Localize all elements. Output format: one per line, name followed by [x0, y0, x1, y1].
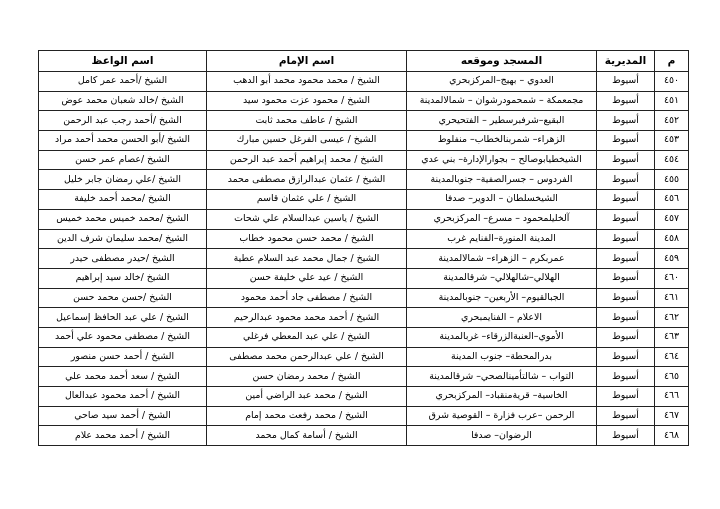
- table-row: [39, 387, 689, 407]
- row-imam-name: الشيخ / محمد إبراهيم أحمد عبد الرحمن: [207, 150, 407, 170]
- table-row: [39, 190, 689, 210]
- row-mosque-location: الرضوان– صدفا: [407, 426, 597, 446]
- table-row: [39, 308, 689, 328]
- table-row: [39, 367, 689, 387]
- row-preacher-name: الشيخ /حيدر مصطفى حيدر: [39, 249, 207, 269]
- table-row: [39, 91, 689, 111]
- row-number: ٤٥٧: [655, 209, 689, 229]
- row-mosque-location: الهلالي–شالهلالي– شرقالمدينة: [407, 268, 597, 288]
- row-number: ٤٦٧: [655, 406, 689, 426]
- row-directorate: أسيوط: [597, 229, 655, 249]
- row-mosque-location: عمربكرم – الزهراء– شمالالمدينة: [407, 249, 597, 269]
- row-imam-name: الشيخ / علي عبد المعطي فرغلي: [207, 327, 407, 347]
- row-directorate: أسيوط: [597, 72, 655, 92]
- header-number: م: [655, 51, 689, 72]
- table-row: [39, 288, 689, 308]
- row-directorate: أسيوط: [597, 308, 655, 328]
- header-imam-name: اسم الإمام: [207, 51, 407, 72]
- table-row: [39, 426, 689, 446]
- row-number: ٤٦٤: [655, 347, 689, 367]
- row-number: ٤٥٢: [655, 111, 689, 131]
- table-row: [39, 72, 689, 92]
- table-header-row: [39, 51, 689, 72]
- row-mosque-location: التواب – شالتأمينالصحي– شرقالمدينة: [407, 367, 597, 387]
- row-preacher-name: الشيخ /أبو الحسن محمد أحمد مراد: [39, 131, 207, 151]
- header-directorate: المديرية: [597, 51, 655, 72]
- row-preacher-name: الشيخ / أحمد محمد علام: [39, 426, 207, 446]
- table-row: [39, 131, 689, 151]
- row-directorate: أسيوط: [597, 209, 655, 229]
- row-directorate: أسيوط: [597, 111, 655, 131]
- table-row: [39, 150, 689, 170]
- row-directorate: أسيوط: [597, 131, 655, 151]
- row-mosque-location: الخاسية– قريةمنقباد– المركزبحري: [407, 387, 597, 407]
- row-imam-name: الشيخ / محمد عبد الراضي أمين: [207, 387, 407, 407]
- row-directorate: أسيوط: [597, 426, 655, 446]
- row-imam-name: الشيخ / جمال محمد عبد السلام عطية: [207, 249, 407, 269]
- table-row: [39, 209, 689, 229]
- row-mosque-location: العدوي – بهيج–المركزبحري: [407, 72, 597, 92]
- row-mosque-location: الأموي–العنبةالزرقاء– غربالمدينة: [407, 327, 597, 347]
- row-number: ٤٥٨: [655, 229, 689, 249]
- row-imam-name: الشيخ / عثمان عبدالرازق مصطفى محمد: [207, 170, 407, 190]
- row-mosque-location: الجبالقيوم– الأربعين– جنوبالمدينة: [407, 288, 597, 308]
- row-mosque-location: الشيخسلطان – الدوير– صدفا: [407, 190, 597, 210]
- row-imam-name: الشيخ / علي عثمان قاسم: [207, 190, 407, 210]
- row-imam-name: الشيخ / علي عبدالرحمن محمد مصطفى: [207, 347, 407, 367]
- row-number: ٤٦٨: [655, 426, 689, 446]
- table-row: [39, 170, 689, 190]
- row-imam-name: الشيخ / مصطفى جاد أحمد محمود: [207, 288, 407, 308]
- table-row: [39, 229, 689, 249]
- row-directorate: أسيوط: [597, 288, 655, 308]
- row-number: ٤٦١: [655, 288, 689, 308]
- table-row: [39, 249, 689, 269]
- row-preacher-name: الشيخ / علي عبد الحافظ إسماعيل: [39, 308, 207, 328]
- mosque-assignments-table: [38, 50, 689, 446]
- row-number: ٤٥٣: [655, 131, 689, 151]
- table-row: [39, 111, 689, 131]
- row-directorate: أسيوط: [597, 347, 655, 367]
- row-imam-name: الشيخ / أحمد محمد محمود عبدالرحيم: [207, 308, 407, 328]
- row-number: ٤٦٣: [655, 327, 689, 347]
- row-directorate: أسيوط: [597, 406, 655, 426]
- row-preacher-name: الشيخ /محمد خميس محمد خميس: [39, 209, 207, 229]
- row-number: ٤٦٢: [655, 308, 689, 328]
- row-number: ٤٥٤: [655, 150, 689, 170]
- table-body: [39, 72, 689, 446]
- row-preacher-name: الشيخ / أحمد سيد صاحي: [39, 406, 207, 426]
- header-mosque-location: المسجد وموقعه: [407, 51, 597, 72]
- row-directorate: أسيوط: [597, 170, 655, 190]
- row-directorate: أسيوط: [597, 150, 655, 170]
- row-mosque-location: الزهراء– شمربنالخطاب– منفلوط: [407, 131, 597, 151]
- row-mosque-location: بدرالمحطة– جنوب المدينة: [407, 347, 597, 367]
- row-preacher-name: الشيخ /خالد سيد إبراهيم: [39, 268, 207, 288]
- row-mosque-location: الشيخطيابوصالح – بجوارالإدارة– بني عدي: [407, 150, 597, 170]
- row-imam-name: الشيخ / عيسى الفرغل حسين مبارك: [207, 131, 407, 151]
- row-imam-name: الشيخ / عيد علي خليفة حسن: [207, 268, 407, 288]
- row-preacher-name: الشيخ /أحمد عمر كامل: [39, 72, 207, 92]
- row-number: ٤٦٥: [655, 367, 689, 387]
- row-preacher-name: الشيخ /حسن محمد حسن: [39, 288, 207, 308]
- row-mosque-location: المدينة المنورة–الفنايم غرب: [407, 229, 597, 249]
- row-number: ٤٦٦: [655, 387, 689, 407]
- row-imam-name: الشيخ / محمد حسن محمود خطاب: [207, 229, 407, 249]
- row-number: ٤٦٠: [655, 268, 689, 288]
- row-imam-name: الشيخ / عاطف محمد ثابت: [207, 111, 407, 131]
- table-row: [39, 347, 689, 367]
- row-preacher-name: الشيخ / أحمد محمود عبدالعال: [39, 387, 207, 407]
- row-mosque-location: الفردوس – جسرالصفية– جنوبالمدينة: [407, 170, 597, 190]
- row-imam-name: الشيخ / ياسين عبدالسلام علي شحات: [207, 209, 407, 229]
- row-imam-name: الشيخ / محمد رفعت محمد إمام: [207, 406, 407, 426]
- row-preacher-name: الشيخ /محمد أحمد خليفة: [39, 190, 207, 210]
- row-number: ٤٥١: [655, 91, 689, 111]
- row-number: ٤٥٥: [655, 170, 689, 190]
- row-preacher-name: الشيخ /عصام عمر حسن: [39, 150, 207, 170]
- row-mosque-location: الرحمن –عرب فزارة – القوصية شرق: [407, 406, 597, 426]
- row-imam-name: الشيخ / أسامة كمال محمد: [207, 426, 407, 446]
- row-number: ٤٥٩: [655, 249, 689, 269]
- row-number: ٤٥٦: [655, 190, 689, 210]
- row-directorate: أسيوط: [597, 249, 655, 269]
- row-imam-name: الشيخ / محمد محمود محمد أبو الدهب: [207, 72, 407, 92]
- row-directorate: أسيوط: [597, 387, 655, 407]
- row-imam-name: الشيخ / محمد رمضان حسن: [207, 367, 407, 387]
- row-preacher-name: الشيخ /أحمد رجب عبد الرحمن: [39, 111, 207, 131]
- row-directorate: أسيوط: [597, 367, 655, 387]
- table-row: [39, 327, 689, 347]
- row-preacher-name: الشيخ /علي رمضان جابر خليل: [39, 170, 207, 190]
- row-directorate: أسيوط: [597, 327, 655, 347]
- row-mosque-location: البقيع–شرفبرسطير – الفتحيحري: [407, 111, 597, 131]
- row-mosque-location: آلخليلمحمود – مسرع– المركزبحري: [407, 209, 597, 229]
- row-directorate: أسيوط: [597, 91, 655, 111]
- row-number: ٤٥٠: [655, 72, 689, 92]
- header-preacher-name: اسم الواعظ: [39, 51, 207, 72]
- row-directorate: أسيوط: [597, 268, 655, 288]
- row-imam-name: الشيخ / محمود عزت محمود سيد: [207, 91, 407, 111]
- row-preacher-name: الشيخ / سعد أحمد محمد علي: [39, 367, 207, 387]
- row-preacher-name: الشيخ /خالد شعبان محمد عوض: [39, 91, 207, 111]
- row-mosque-location: الاعلام – الفنايمبحري: [407, 308, 597, 328]
- row-preacher-name: الشيخ / أحمد حسن منصور: [39, 347, 207, 367]
- row-directorate: أسيوط: [597, 190, 655, 210]
- row-preacher-name: الشيخ / مصطفى محمود علي أحمد: [39, 327, 207, 347]
- row-preacher-name: الشيخ /محمد سليمان شرف الدين: [39, 229, 207, 249]
- table-row: [39, 268, 689, 288]
- table-row: [39, 406, 689, 426]
- row-mosque-location: مجمعمكة – شمحمودرشوان – شمالالمدينة: [407, 91, 597, 111]
